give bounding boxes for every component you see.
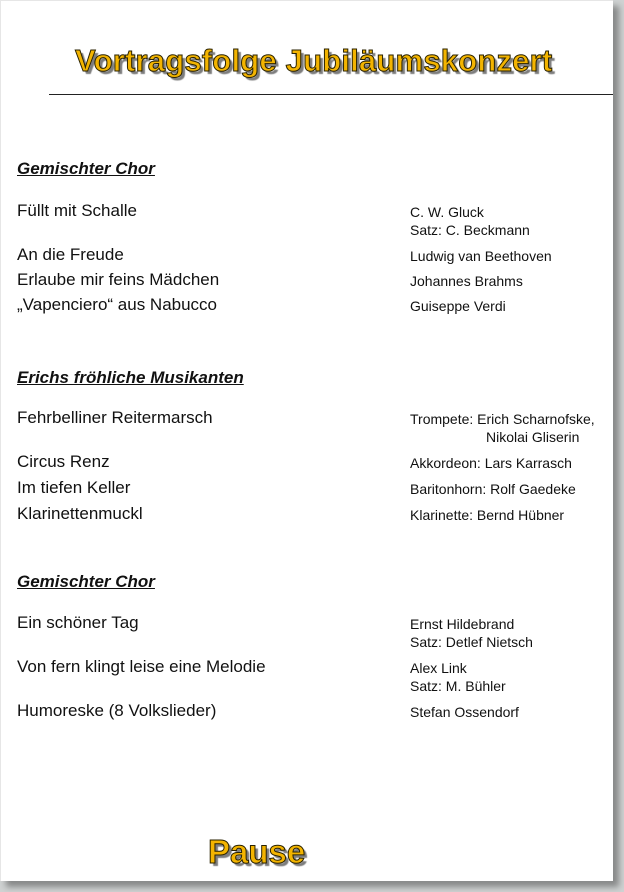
piece-credit (410, 203, 530, 239)
credit-line: Ernst Hildebrand (410, 616, 515, 632)
credit-line: Baritonhorn: Rolf Gaedeke (410, 481, 576, 497)
piece-title: Im tiefen Keller (17, 478, 131, 497)
piece-credit (410, 506, 564, 524)
credit-line: Akkordeon: Lars Karrasch (410, 455, 572, 471)
section-heading: Erichs fröhliche Musikanten (17, 368, 244, 387)
credit-line: Satz: Detlef Nietsch (410, 634, 533, 650)
credit-line: Satz: C. Beckmann (410, 222, 530, 238)
piece-title: Circus Renz (17, 452, 110, 471)
page-title: Vortragsfolge Jubiläumskonzert (75, 43, 553, 78)
credit-line: Nikolai Gliserin (486, 429, 580, 445)
credit-line: Alex Link (410, 660, 467, 676)
piece-credit (410, 272, 523, 290)
piece-title: Humoreske (8 Volkslieder) (17, 701, 217, 720)
credit-line: Johannes Brahms (410, 273, 523, 289)
credit-line: Satz: M. Bühler (410, 678, 506, 694)
piece-title: „Vapenciero“ aus Nabucco (17, 295, 218, 314)
piece-credit (410, 480, 576, 498)
credit-line: Guiseppe Verdi (410, 298, 506, 314)
piece-credit (410, 703, 519, 721)
piece-credit (410, 454, 572, 472)
piece-credit (410, 659, 506, 695)
piece-title: An die Freude (17, 245, 124, 264)
piece-credit (410, 297, 506, 315)
credit-line: Stefan Ossendorf (410, 704, 519, 720)
credit-line: Klarinette: Bernd Hübner (410, 507, 565, 523)
piece-title: Fehrbelliner Reitermarsch (17, 408, 213, 427)
credit-line: C. W. Gluck (410, 204, 484, 220)
pause-label: Pause (208, 833, 306, 870)
piece-title: Von fern klingt leise eine Melodie (17, 657, 266, 676)
piece-title: Füllt mit Schalle (17, 201, 137, 220)
piece-title: Klarinettenmuckl (17, 504, 143, 523)
title-divider (49, 94, 613, 95)
credit-line: Ludwig van Beethoven (410, 248, 552, 264)
piece-credit (410, 247, 552, 265)
piece-title: Erlaube mir feins Mädchen (17, 270, 220, 289)
section-heading: Gemischter Chor (17, 159, 155, 178)
credit-line: Trompete: Erich Scharnofske, (410, 411, 595, 427)
piece-credit (410, 615, 533, 651)
piece-credit (410, 410, 595, 446)
piece-title: Ein schöner Tag (17, 613, 139, 632)
section-heading: Gemischter Chor (17, 572, 155, 591)
